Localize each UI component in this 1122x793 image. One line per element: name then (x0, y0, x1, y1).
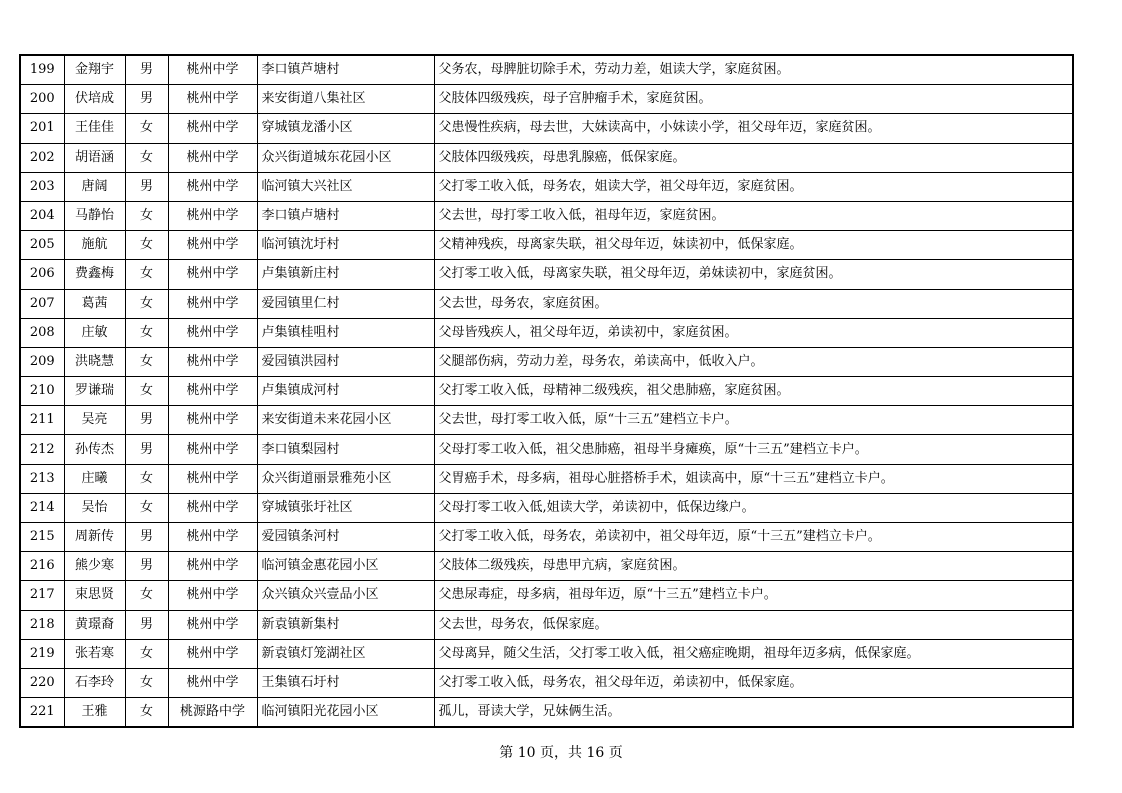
address-cell: 临河镇大兴社区 (257, 172, 434, 201)
gender-cell: 女 (125, 201, 168, 230)
student-name-cell: 张若寒 (64, 639, 125, 668)
gender-cell: 女 (125, 464, 168, 493)
student-name-cell: 吴怡 (64, 493, 125, 522)
school-cell: 桃州中学 (168, 639, 257, 668)
student-name-cell: 伏培成 (64, 85, 125, 114)
row-number-cell: 221 (20, 698, 64, 728)
row-number-cell: 218 (20, 610, 64, 639)
table-row (20, 523, 1073, 552)
address-cell: 来安街道未来花园小区 (257, 406, 434, 435)
school-cell: 桃州中学 (168, 552, 257, 581)
student-name-cell: 金翔宇 (64, 55, 125, 85)
school-cell: 桃州中学 (168, 143, 257, 172)
row-number-cell: 214 (20, 493, 64, 522)
school-cell: 桃州中学 (168, 172, 257, 201)
table-row (20, 85, 1073, 114)
table-row (20, 347, 1073, 376)
student-name-cell: 唐阔 (64, 172, 125, 201)
gender-cell: 女 (125, 347, 168, 376)
school-cell: 桃源路中学 (168, 698, 257, 728)
school-cell: 桃州中学 (168, 377, 257, 406)
family-situation-cell: 父肢体四级残疾，母患乳腺癌，低保家庭。 (434, 143, 1073, 172)
school-cell: 桃州中学 (168, 523, 257, 552)
student-name-cell: 黄璟裔 (64, 610, 125, 639)
gender-cell: 女 (125, 581, 168, 610)
address-cell: 李口镇卢塘村 (257, 201, 434, 230)
student-roster-table (19, 54, 1074, 728)
school-cell: 桃州中学 (168, 610, 257, 639)
school-cell: 桃州中学 (168, 231, 257, 260)
row-number-cell: 217 (20, 581, 64, 610)
student-name-cell: 束思贤 (64, 581, 125, 610)
school-cell: 桃州中学 (168, 493, 257, 522)
address-cell: 临河镇沈圩村 (257, 231, 434, 260)
student-name-cell: 王佳佳 (64, 114, 125, 143)
row-number-cell: 200 (20, 85, 64, 114)
gender-cell: 女 (125, 143, 168, 172)
address-cell: 爱园镇里仁村 (257, 289, 434, 318)
row-number-cell: 207 (20, 289, 64, 318)
table-row (20, 289, 1073, 318)
student-name-cell: 王雅 (64, 698, 125, 728)
family-situation-cell: 父精神残疾，母离家失联，祖父母年迈，妹读初中，低保家庭。 (434, 231, 1073, 260)
row-number-cell: 212 (20, 435, 64, 464)
gender-cell: 男 (125, 406, 168, 435)
address-cell: 新袁镇灯笼湖社区 (257, 639, 434, 668)
family-situation-cell: 孤儿，哥读大学，兄妹俩生活。 (434, 698, 1073, 728)
gender-cell: 男 (125, 552, 168, 581)
gender-cell: 女 (125, 318, 168, 347)
address-cell: 卢集镇新庄村 (257, 260, 434, 289)
row-number-cell: 211 (20, 406, 64, 435)
family-situation-cell: 父肢体二级残疾，母患甲亢病，家庭贫困。 (434, 552, 1073, 581)
row-number-cell: 213 (20, 464, 64, 493)
family-situation-cell: 父去世，母务农，低保家庭。 (434, 610, 1073, 639)
address-cell: 临河镇阳光花园小区 (257, 698, 434, 728)
family-situation-cell: 父母离异，随父生活，父打零工收入低，祖父癌症晚期，祖母年迈多病，低保家庭。 (434, 639, 1073, 668)
row-number-cell: 209 (20, 347, 64, 376)
table-row (20, 231, 1073, 260)
table-row (20, 406, 1073, 435)
family-situation-cell: 父腿部伤病，劳动力差，母务农，弟读高中，低收入户。 (434, 347, 1073, 376)
address-cell: 爱园镇条河村 (257, 523, 434, 552)
student-name-cell: 石李玲 (64, 668, 125, 697)
address-cell: 卢集镇桂咀村 (257, 318, 434, 347)
table-row (20, 698, 1073, 728)
school-cell: 桃州中学 (168, 581, 257, 610)
address-cell: 众兴街道城东花园小区 (257, 143, 434, 172)
table-row (20, 172, 1073, 201)
table-row (20, 464, 1073, 493)
table-row (20, 493, 1073, 522)
family-situation-cell: 父母皆残疾人，祖父母年迈，弟读初中，家庭贫困。 (434, 318, 1073, 347)
table-row (20, 55, 1073, 85)
gender-cell: 男 (125, 435, 168, 464)
row-number-cell: 219 (20, 639, 64, 668)
row-number-cell: 205 (20, 231, 64, 260)
school-cell: 桃州中学 (168, 464, 257, 493)
table-row (20, 668, 1073, 697)
gender-cell: 女 (125, 114, 168, 143)
school-cell: 桃州中学 (168, 406, 257, 435)
family-situation-cell: 父去世，母打零工收入低，祖母年迈，家庭贫困。 (434, 201, 1073, 230)
gender-cell: 男 (125, 55, 168, 85)
gender-cell: 女 (125, 639, 168, 668)
table-row (20, 639, 1073, 668)
family-situation-cell: 父打零工收入低，母务农，弟读初中，祖父母年迈，原“十三五”建档立卡户。 (434, 523, 1073, 552)
row-number-cell: 199 (20, 55, 64, 85)
school-cell: 桃州中学 (168, 201, 257, 230)
row-number-cell: 216 (20, 552, 64, 581)
table-row (20, 610, 1073, 639)
family-situation-cell: 父打零工收入低，母精神二级残疾，祖父患肺癌，家庭贫困。 (434, 377, 1073, 406)
address-cell: 李口镇梨园村 (257, 435, 434, 464)
row-number-cell: 201 (20, 114, 64, 143)
address-cell: 李口镇芦塘村 (257, 55, 434, 85)
table-row (20, 435, 1073, 464)
school-cell: 桃州中学 (168, 347, 257, 376)
student-name-cell: 庄曦 (64, 464, 125, 493)
student-name-cell: 洪晓慧 (64, 347, 125, 376)
gender-cell: 男 (125, 523, 168, 552)
address-cell: 穿城镇龙潘小区 (257, 114, 434, 143)
table-row (20, 143, 1073, 172)
student-name-cell: 马静怡 (64, 201, 125, 230)
school-cell: 桃州中学 (168, 668, 257, 697)
row-number-cell: 210 (20, 377, 64, 406)
gender-cell: 女 (125, 493, 168, 522)
table-row (20, 377, 1073, 406)
address-cell: 临河镇金惠花园小区 (257, 552, 434, 581)
roster-body (20, 55, 1073, 727)
family-situation-cell: 父肢体四级残疾，母子宫肿瘤手术，家庭贫困。 (434, 85, 1073, 114)
row-number-cell: 202 (20, 143, 64, 172)
family-situation-cell: 父打零工收入低，母离家失联，祖父母年迈，弟妹读初中，家庭贫困。 (434, 260, 1073, 289)
student-name-cell: 施航 (64, 231, 125, 260)
table-row (20, 581, 1073, 610)
gender-cell: 女 (125, 289, 168, 318)
family-situation-cell: 父患慢性疾病，母去世，大妹读高中，小妹读小学，祖父母年迈，家庭贫困。 (434, 114, 1073, 143)
family-situation-cell: 父去世，母务农，家庭贫困。 (434, 289, 1073, 318)
address-cell: 爱园镇洪园村 (257, 347, 434, 376)
address-cell: 来安街道八集社区 (257, 85, 434, 114)
table-row (20, 201, 1073, 230)
family-situation-cell: 父去世，母打零工收入低，原“十三五”建档立卡户。 (434, 406, 1073, 435)
school-cell: 桃州中学 (168, 114, 257, 143)
address-cell: 王集镇石圩村 (257, 668, 434, 697)
school-cell: 桃州中学 (168, 85, 257, 114)
family-situation-cell: 父务农，母脾脏切除手术，劳动力差，姐读大学，家庭贫困。 (434, 55, 1073, 85)
row-number-cell: 206 (20, 260, 64, 289)
school-cell: 桃州中学 (168, 435, 257, 464)
gender-cell: 女 (125, 377, 168, 406)
row-number-cell: 220 (20, 668, 64, 697)
gender-cell: 女 (125, 260, 168, 289)
student-name-cell: 庄敏 (64, 318, 125, 347)
row-number-cell: 203 (20, 172, 64, 201)
row-number-cell: 208 (20, 318, 64, 347)
family-situation-cell: 父母打零工收入低，祖父患肺癌，祖母半身瘫痪，原“十三五”建档立卡户。 (434, 435, 1073, 464)
table-row (20, 114, 1073, 143)
address-cell: 卢集镇成河村 (257, 377, 434, 406)
gender-cell: 女 (125, 668, 168, 697)
row-number-cell: 215 (20, 523, 64, 552)
family-situation-cell: 父胃癌手术，母多病，祖母心脏搭桥手术，姐读高中，原“十三五”建档立卡户。 (434, 464, 1073, 493)
family-situation-cell: 父患尿毒症，母多病，祖母年迈，原“十三五”建档立卡户。 (434, 581, 1073, 610)
school-cell: 桃州中学 (168, 55, 257, 85)
address-cell: 穿城镇张圩社区 (257, 493, 434, 522)
address-cell: 新袁镇新集村 (257, 610, 434, 639)
student-name-cell: 吴亮 (64, 406, 125, 435)
student-name-cell: 孙传杰 (64, 435, 125, 464)
student-name-cell: 费鑫梅 (64, 260, 125, 289)
table-row (20, 260, 1073, 289)
gender-cell: 女 (125, 698, 168, 728)
family-situation-cell: 父打零工收入低，母务农，姐读大学，祖父母年迈，家庭贫困。 (434, 172, 1073, 201)
page-number-footer: 第 10 页，共 16 页 (499, 745, 623, 761)
row-number-cell: 204 (20, 201, 64, 230)
gender-cell: 男 (125, 610, 168, 639)
student-name-cell: 熊少寒 (64, 552, 125, 581)
student-name-cell: 罗谦瑞 (64, 377, 125, 406)
student-name-cell: 葛茜 (64, 289, 125, 318)
school-cell: 桃州中学 (168, 318, 257, 347)
student-name-cell: 周新传 (64, 523, 125, 552)
student-name-cell: 胡语涵 (64, 143, 125, 172)
family-situation-cell: 父打零工收入低，母务农，祖父母年迈，弟读初中，低保家庭。 (434, 668, 1073, 697)
address-cell: 众兴街道丽景雅苑小区 (257, 464, 434, 493)
gender-cell: 女 (125, 231, 168, 260)
table-row (20, 552, 1073, 581)
gender-cell: 男 (125, 85, 168, 114)
address-cell: 众兴镇众兴壹品小区 (257, 581, 434, 610)
school-cell: 桃州中学 (168, 260, 257, 289)
gender-cell: 男 (125, 172, 168, 201)
family-situation-cell: 父母打零工收入低,姐读大学，弟读初中，低保边缘户。 (434, 493, 1073, 522)
table-row (20, 318, 1073, 347)
school-cell: 桃州中学 (168, 289, 257, 318)
